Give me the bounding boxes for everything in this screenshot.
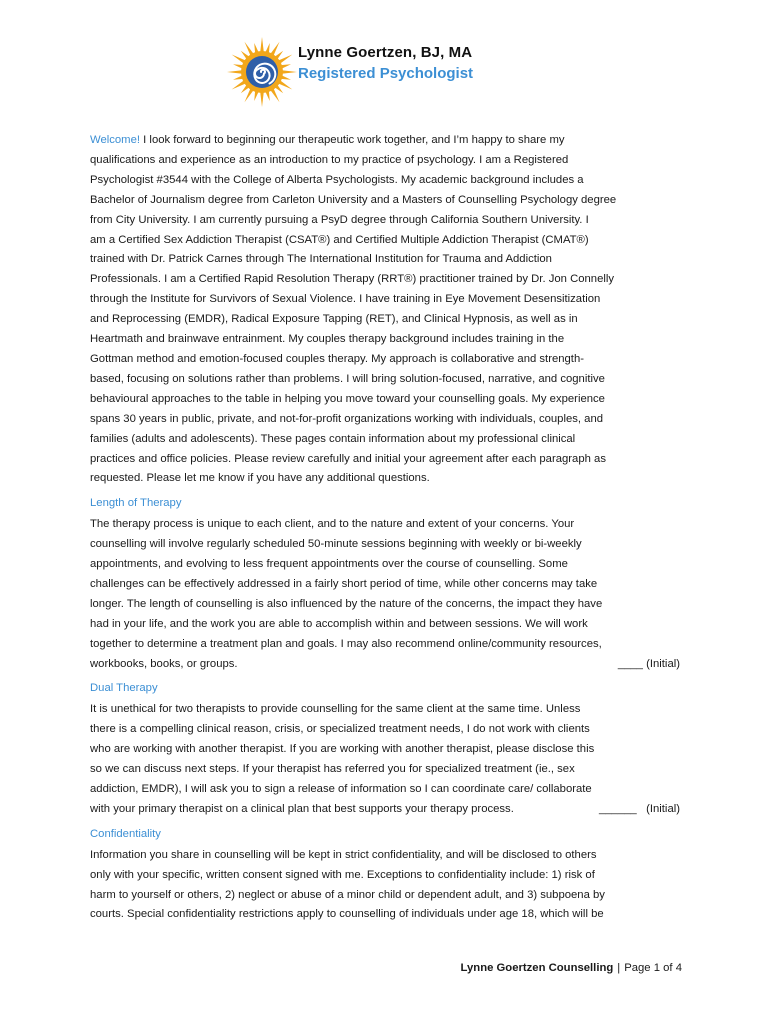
- section-paragraph: [90, 846, 680, 926]
- intro-line: trained with Dr. Patrick Carnes through The International Institution for Trauma and Addiction: [90, 253, 552, 266]
- paragraph-line: workbooks, books, or groups.: [90, 657, 238, 670]
- paragraph-line: appointments, and evolving to less frequent appointments over the course of counselling. Some: [90, 558, 568, 571]
- intro-line: and Reprocessing (EMDR), Radical Exposure Tapping (RET), and Clinical Hypnosis, as well as in: [90, 313, 578, 326]
- intro-line: families (adults and adolescents). These pages contain information about my professional clinical: [90, 432, 576, 445]
- intro-line: Heartmath and brainwave entrainment. My couples therapy background includes training in the: [90, 333, 565, 346]
- footer-practice-name: Lynne Goertzen Counselling: [460, 962, 614, 974]
- intro-line: behavioural approaches to the table in helping you move toward your counselling goals. My experience: [90, 392, 605, 405]
- intro-paragraph: [90, 131, 680, 489]
- intro-line: Professionals. I am a Certified Rapid Resolution Therapy (RRT®) practitioner trained by Dr. Jon Connelly: [90, 273, 615, 286]
- initial-field: ____ (Initial): [617, 657, 680, 670]
- intro-line: practices and office policies. Please review carefully and initial your agreement after each paragraph as: [90, 452, 606, 465]
- paragraph-line: longer. The length of counselling is also influenced by the nature of the concerns, the impact they have: [90, 597, 603, 610]
- initial-row: [90, 655, 680, 675]
- paragraph-line: there is a compelling clinical reason, crisis, or specialized treatment needs, I do not work with clients: [90, 723, 590, 736]
- sections: [90, 494, 680, 925]
- initial-row: [90, 800, 680, 820]
- paragraph-line: challenges can be effectively addressed in a fairly short period of time, while other concerns may take: [90, 577, 598, 590]
- letterhead-text: [298, 44, 473, 82]
- section-paragraph: [90, 700, 680, 819]
- paragraph-line: so we can discuss next steps. If your therapist has referred you for specialized treatment (ie., sex: [90, 763, 575, 776]
- document-body: [90, 131, 680, 925]
- footer-page-number: Page 1 of 4: [624, 962, 682, 974]
- paragraph-line: with your primary therapist on a clinical plan that best supports your therapy process.: [90, 802, 514, 815]
- footer-separator: |: [617, 962, 621, 974]
- section-heading: Dual Therapy: [90, 682, 158, 695]
- intro-line: Bachelor of Journalism degree from Carleton University and a Masters of Counselling Psychology degree: [90, 193, 617, 206]
- paragraph-line: only with your specific, written consent signed with me. Exceptions to confidentiality include: 1) risk of: [90, 868, 595, 881]
- paragraph-line: The therapy process is unique to each client, and to the nature and extent of your concerns. Your: [90, 518, 575, 531]
- intro-line: spans 30 years in public, private, and not-for-profit organizations working with individuals, couples, and: [90, 412, 604, 425]
- section-heading: Length of Therapy: [90, 497, 182, 510]
- paragraph-line: addiction, EMDR), I will ask you to sign a release of information so I can coordinate care/ collaborate: [90, 783, 592, 795]
- paragraph-line: It is unethical for two therapists to provide counselling for the same client at the same time. Unless: [90, 703, 581, 716]
- initial-field: ______ (Initial): [598, 802, 680, 815]
- section-paragraph: [90, 515, 680, 674]
- practitioner-title: Registered Psychologist: [298, 65, 474, 82]
- sun-spiral-logo-icon: [226, 36, 298, 108]
- section-heading: Confidentiality: [90, 827, 161, 840]
- intro-line: am a Certified Sex Addiction Therapist (CSAT®) and Certified Multiple Addiction Therapist (CMAT®): [90, 233, 589, 246]
- intro-line: based, focusing on solutions rather than problems. I will bring solution-focused, narrative, and cognitive: [90, 372, 605, 385]
- intro-line: I look forward to beginning our therapeutic work together, and I’m happy to share my: [140, 134, 565, 146]
- paragraph-line: had in your life, and the work you are able to accomplish within and between sessions. We will work: [90, 617, 588, 630]
- page-footer: [0, 962, 682, 974]
- paragraph-line: harm to yourself or others, 2) neglect or abuse of a minor child or dependent adult, and 3) subpoena by: [90, 888, 605, 901]
- practitioner-name: Lynne Goertzen, BJ, MA: [298, 44, 473, 61]
- intro-line: from City University. I am currently pursuing a PsyD degree through California Southern University. I: [90, 213, 589, 226]
- letterhead: [226, 34, 626, 114]
- intro-line: Psychologist #3544 with the College of Alberta Psychologists. My academic background includes a: [90, 173, 584, 186]
- paragraph-line: counselling will involve regularly scheduled 50-minute sessions beginning with weekly or bi-weekly: [90, 538, 582, 551]
- intro-line: Gottman method and emotion-focused couples therapy. My approach is collaborative and strength-: [90, 352, 584, 365]
- paragraph-line: who are working with another therapist. If you are working with another therapist, please disclose this: [90, 743, 595, 756]
- intro-line: requested. Please let me know if you have any additional questions.: [90, 472, 430, 485]
- intro-line: qualifications and experience as an introduction to my practice of psychology. I am a Registered: [90, 153, 569, 166]
- intro-line: through the Institute for Survivors of Sexual Violence. I have training in Eye Movement Desensitization: [90, 293, 601, 306]
- paragraph-line: courts. Special confidentiality restrictions apply to counselling of individuals under age 18, which will be: [90, 908, 604, 921]
- welcome-label: Welcome!: [90, 134, 141, 146]
- paragraph-line: Information you share in counselling will be kept in strict confidentiality, and will be disclosed to others: [90, 848, 597, 861]
- paragraph-line: together to determine a treatment plan and goals. I may also recommend online/community resources,: [90, 637, 602, 650]
